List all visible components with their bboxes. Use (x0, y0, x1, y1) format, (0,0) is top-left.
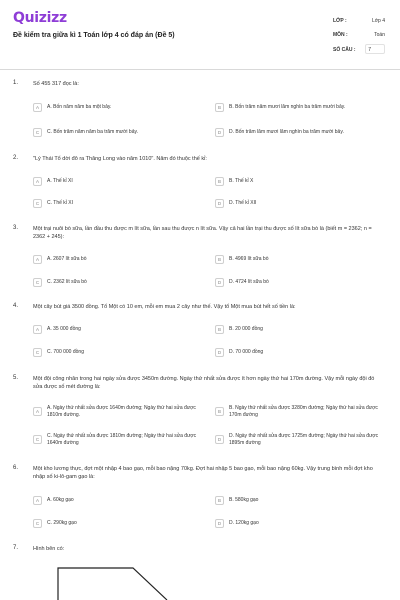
option-a[interactable] (33, 322, 203, 336)
option-letter-badge: D (215, 348, 224, 357)
question-number: 3. (13, 225, 19, 231)
option-letter-badge: C (33, 348, 42, 357)
option-letter-badge: D (215, 519, 224, 528)
option-text: A. Thế kỉ XI (47, 177, 73, 184)
option-d[interactable] (215, 196, 385, 210)
option-letter-badge: A (33, 177, 42, 186)
option-text: A. 60kg gạo (47, 496, 74, 503)
option-text: C. 700 000 đồng (47, 348, 84, 355)
worksheet-header (0, 0, 400, 66)
option-letter-badge: A (33, 255, 42, 264)
option-b[interactable] (215, 98, 385, 117)
quizizz-logo[interactable]: Quizizz (13, 10, 67, 26)
option-c[interactable] (33, 516, 203, 530)
option-text: D. Bốn trăm lăm mươi lăm nghìn ba trăm mười bảy. (229, 128, 344, 135)
option-c[interactable] (33, 125, 203, 139)
question-number: 5. (13, 375, 19, 381)
option-letter-badge: B (215, 496, 224, 505)
option-letter-badge: B (215, 325, 224, 334)
option-text: B. Thế kỉ X (229, 177, 254, 184)
question-text: Một cây bút giá 3500 đồng. Tổ Một có 10 em, mỗi em mua 2 cây như thế. Vậy tổ Một mua bút hết số tiền là: (33, 304, 296, 310)
option-letter-badge: D (215, 128, 224, 137)
option-a[interactable] (33, 100, 203, 114)
option-b[interactable] (215, 322, 385, 336)
option-letter-badge: C (33, 519, 42, 528)
option-letter-badge: B (215, 255, 224, 264)
question-number: 1. (13, 80, 19, 86)
question-number: 7. (13, 545, 19, 551)
question-text: Một đội công nhân trong hai ngày sửa được 3450m đường. Ngày thứ nhất sửa được ít hơn ngày thứ hai 170m đường. Vậy mỗi ngày đội đó sửa được số mét đường là: (33, 376, 375, 390)
question-text: Số 455 317 đọc là: (33, 81, 79, 87)
option-d[interactable] (215, 345, 385, 359)
option-letter-badge: A (33, 496, 42, 505)
question-number: 4. (13, 303, 19, 309)
option-b[interactable] (215, 493, 385, 507)
option-text: C. Thế kỉ XI (47, 199, 74, 206)
option-letter-badge: A (33, 325, 42, 334)
meta-count-label: SỐ CÂU : (333, 47, 356, 53)
option-text: D. 70 000 đồng (229, 348, 264, 355)
question-number: 2. (13, 155, 19, 161)
option-b[interactable] (215, 252, 385, 266)
option-letter-badge: C (33, 199, 42, 208)
option-letter-badge: D (215, 199, 224, 208)
option-text: B. 580kg gạo (229, 496, 259, 503)
option-letter-badge: C (33, 278, 42, 287)
option-letter-badge: B (215, 407, 224, 416)
meta-grade-label: LỚP : (333, 18, 347, 24)
option-text: B. Ngày thứ nhất sửa được 3280m đường; Ngày thứ hai sửa được 170m đường (229, 404, 378, 418)
page-title: Đề kiểm tra giữa kì 1 Toán lớp 4 có đáp án (Đề 5) (13, 32, 175, 39)
option-c[interactable] (33, 196, 203, 210)
option-d[interactable] (215, 125, 395, 139)
meta-subject-label: MÔN : (333, 32, 348, 38)
option-text: D. Ngày thứ nhất sửa được 1725m đường; Ngày thứ hai sửa được 1895m đường (229, 432, 379, 446)
option-c[interactable] (33, 275, 203, 289)
meta-grade-value: Lớp 4 (371, 18, 385, 24)
option-c[interactable] (33, 430, 203, 449)
option-text: A. Ngày thứ nhất sửa được 1640m đường; Ngày thứ hai sửa được 1810m đường. (47, 404, 196, 418)
option-letter-badge: B (215, 103, 224, 112)
option-letter-badge: B (215, 177, 224, 186)
question-text: Hình bên có: (33, 546, 65, 552)
meta-count-value: 7 (368, 47, 371, 53)
question-number: 6. (13, 465, 19, 471)
option-c[interactable] (33, 345, 203, 359)
option-b[interactable] (215, 174, 385, 188)
option-text: C. 290kg gạo (47, 519, 77, 526)
option-d[interactable] (215, 516, 385, 530)
option-text: B. 4969 lít sữa bò (229, 255, 269, 262)
option-text: B. 20 000 đồng (229, 325, 263, 332)
option-text: B. Bốn trăm năm mươi lăm nghìn ba trăm mười bảy. (229, 104, 346, 110)
option-letter-badge: D (215, 435, 224, 444)
option-text: A. 35 000 đồng (47, 325, 81, 332)
option-a[interactable] (33, 402, 203, 421)
option-a[interactable] (33, 252, 203, 266)
question-text: Một trại nuôi bò sữa, lần đầu thu được m lít sữa, lần sau thu được n lít sữa. Vậy cả hai lần trại thu được số lít sữa bò là (biết m = 2362; n = 2362 + 245): (33, 226, 372, 240)
question-text: Một kho lương thực, đợt một nhập 4 bao gạo, mỗi bao nặng 70kg. Đợt hai nhập 5 bao gạo, mỗi bao nặng 60kg. Vậy trung bình mỗi đợt kho nhập số ki-lô-gam gạo là: (33, 466, 373, 480)
option-letter-badge: A (33, 103, 42, 112)
question-text: "Lý Thái Tổ dời đô ra Thăng Long vào năm 1010". Năm đó thuộc thế kỉ: (33, 156, 207, 162)
option-text: C. Ngày thứ nhất sửa được 1810m đường; Ngày thứ hai sửa được 1640m đường (47, 432, 197, 446)
geometry-figure (55, 560, 185, 600)
option-letter-badge: C (33, 128, 42, 137)
option-text: C. Bốn trăm năm năm ba trăm mười bảy. (47, 128, 139, 135)
option-letter-badge: A (33, 407, 42, 416)
header-divider (0, 69, 400, 70)
option-b[interactable] (215, 402, 385, 421)
option-letter-badge: C (33, 435, 42, 444)
option-letter-badge: D (215, 278, 224, 287)
option-text: A. Bốn năm năm ba một bảy. (47, 103, 112, 110)
option-text: D. 120kg gạo (229, 519, 259, 526)
meta-subject-value: Toán (374, 32, 385, 38)
option-a[interactable] (33, 493, 203, 507)
option-d[interactable] (215, 275, 385, 289)
option-text: D. 4724 lít sữa bò (229, 278, 269, 285)
option-text: D. Thế kỉ XII (229, 199, 257, 206)
option-text: A. 2607 lít sữa bò (47, 255, 87, 262)
option-text: C. 2362 lít sữa bò (47, 278, 87, 285)
option-d[interactable] (215, 430, 385, 449)
option-a[interactable] (33, 174, 203, 188)
